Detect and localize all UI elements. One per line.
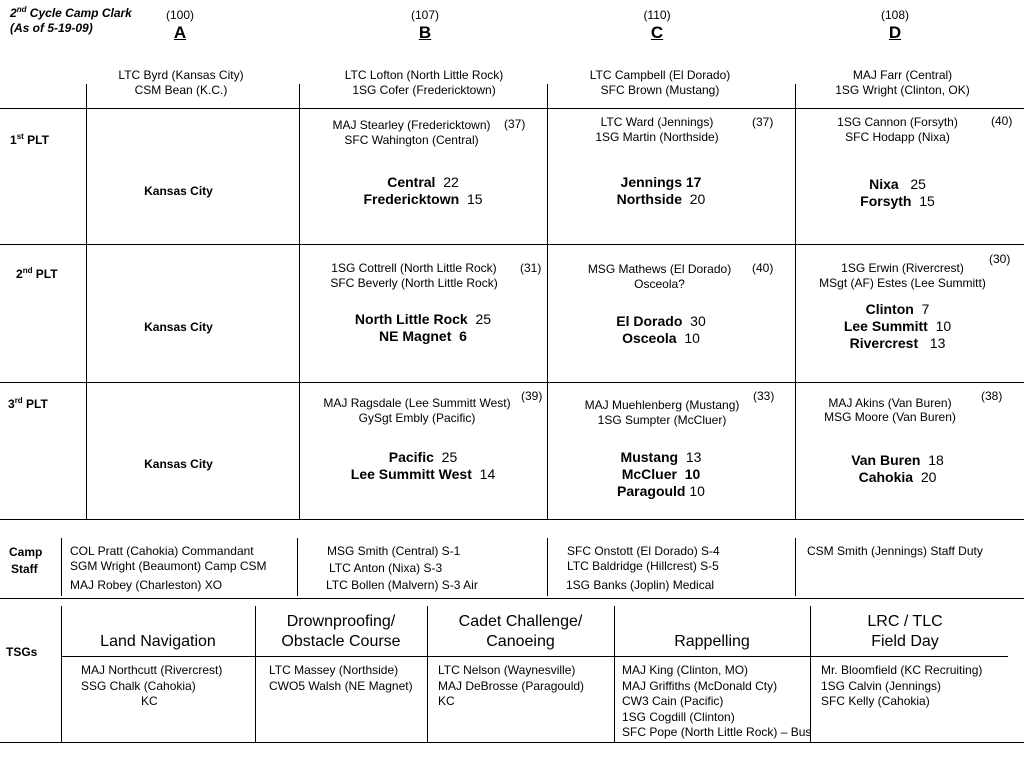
grid-line <box>61 538 62 596</box>
grid-line <box>0 742 1024 743</box>
camp-staff-label-2: Staff <box>11 562 38 576</box>
tsg-member: CW3 Cain (Pacific) <box>622 694 724 708</box>
platoon-1-b-school-2: Fredericktown 15 <box>363 191 483 207</box>
platoon-1-c-leader-2: 1SG Martin (Northside) <box>595 130 719 144</box>
platoon-3-b-school-1: Pacific 25 <box>388 449 458 465</box>
platoon-3-c-leader-2: 1SG Sumpter (McCluer) <box>597 413 727 427</box>
company-a-count: (100) <box>165 8 194 22</box>
tsg-member: SFC Pope (North Little Rock) – Bus <box>622 725 812 739</box>
company-c-letter: C <box>650 23 664 42</box>
platoon-3-label: 3rd PLT <box>8 396 48 411</box>
tsg-title: Rappelling <box>674 633 750 650</box>
tsgs-label: TSGs <box>6 645 38 659</box>
camp-staff-member: SGM Wright (Beaumont) Camp CSM <box>70 559 267 573</box>
tsg-member: 1SG Calvin (Jennings) <box>821 679 942 693</box>
company-b-leader-1: LTC Lofton (North Little Rock) <box>344 68 504 82</box>
platoon-1-d-leader-1: 1SG Cannon (Forsyth) <box>837 115 958 129</box>
platoon-2-d-leader-1: 1SG Erwin (Rivercrest) <box>841 261 964 275</box>
camp-staff-member: MSG Smith (Central) S-1 <box>327 544 461 558</box>
platoon-2-b-school-1: North Little Rock 25 <box>354 311 492 327</box>
company-d-count: (108) <box>880 8 909 22</box>
grid-line <box>86 84 87 520</box>
platoon-1-b-school-1: Central 22 <box>387 174 459 190</box>
tsg-title: Field Day <box>871 633 939 650</box>
platoon-1-a-school: Kansas City <box>144 184 213 198</box>
tsg-member: Mr. Bloomfield (KC Recruiting) <box>821 663 983 677</box>
platoon-2-b-leader-1: 1SG Cottrell (North Little Rock) <box>331 261 497 275</box>
grid-line <box>61 606 62 742</box>
platoon-3-d-leader-2: MSG Moore (Van Buren) <box>824 410 956 424</box>
grid-line <box>547 538 548 596</box>
platoon-1-c-count: (37) <box>752 115 774 129</box>
grid-line <box>0 598 1024 599</box>
tsg-member: 1SG Cogdill (Clinton) <box>622 710 735 724</box>
company-c-leader-1: LTC Campbell (El Dorado) <box>589 68 731 82</box>
platoon-3-c-leader-1: MAJ Muehlenberg (Mustang) <box>584 398 740 412</box>
camp-staff-member: LTC Bollen (Malvern) S-3 Air <box>326 578 478 592</box>
grid-line <box>0 244 1024 245</box>
tsg-member: KC <box>141 694 158 708</box>
company-a-leader-1: LTC Byrd (Kansas City) <box>118 68 244 82</box>
company-b-count: (107) <box>410 8 439 22</box>
grid-line <box>0 108 1024 109</box>
camp-staff-member: 1SG Banks (Joplin) Medical <box>566 578 715 592</box>
camp-staff-member: LTC Baldridge (Hillcrest) S-5 <box>567 559 719 573</box>
camp-staff-member: CSM Smith (Jennings) Staff Duty <box>807 544 983 558</box>
tsg-member: MAJ Griffiths (McDonald Cty) <box>622 679 778 693</box>
company-c-leader-2: SFC Brown (Mustang) <box>600 83 720 97</box>
platoon-3-b-school-2: Lee Summitt West 14 <box>350 466 496 482</box>
tsg-member: SSG Chalk (Cahokia) <box>81 679 196 693</box>
grid-line <box>614 606 615 742</box>
platoon-3-d-school-1: Van Buren 18 <box>851 452 944 468</box>
platoon-3-d-school-2: Cahokia 20 <box>858 469 937 485</box>
platoon-1-c-leader-1: LTC Ward (Jennings) <box>600 115 714 129</box>
platoon-1-b-leader-1: MAJ Stearley (Fredericktown) <box>332 118 491 132</box>
platoon-2-c-leader-1: MSG Mathews (El Dorado) <box>587 262 732 276</box>
platoon-2-d-count: (30) <box>989 252 1011 266</box>
platoon-3-d-count: (38) <box>981 389 1003 403</box>
grid-line <box>0 382 1024 383</box>
platoon-2-c-leader-2: Osceola? <box>634 277 685 291</box>
platoon-1-label: 1st PLT <box>10 132 49 147</box>
platoon-1-d-school-2: Forsyth 15 <box>860 193 935 209</box>
tsg-member: CWO5 Walsh (NE Magnet) <box>269 679 413 693</box>
platoon-2-c-school-1: El Dorado 30 <box>616 313 706 329</box>
tsg-member: LTC Massey (Northside) <box>269 663 399 677</box>
platoon-3-b-leader-2: GySgt Embly (Pacific) <box>358 411 476 425</box>
platoon-3-d-leader-1: MAJ Akins (Van Buren) <box>828 396 952 410</box>
platoon-1-b-count: (37) <box>504 117 526 131</box>
company-d-leader-1: MAJ Farr (Central) <box>852 68 953 82</box>
tsg-title: Land Navigation <box>100 633 216 650</box>
camp-staff-member: MAJ Robey (Charleston) XO <box>70 578 223 592</box>
platoon-1-c-school-2: Northside 20 <box>616 191 706 207</box>
company-d-leader-2: 1SG Wright (Clinton, OK) <box>835 83 970 97</box>
company-d-letter: D <box>888 23 902 42</box>
platoon-2-b-leader-2: SFC Beverly (North Little Rock) <box>330 276 498 290</box>
platoon-3-b-leader-1: MAJ Ragsdale (Lee Summitt West) <box>323 396 511 410</box>
tsg-title: Canoeing <box>486 633 555 650</box>
platoon-2-b-school-2: NE Magnet 6 <box>379 328 467 344</box>
company-a-leader-2: CSM Bean (K.C.) <box>134 83 228 97</box>
platoon-2-d-leader-2: MSgt (AF) Estes (Lee Summitt) <box>819 276 986 290</box>
page-title: 2nd Cycle Camp Clark <box>10 5 132 20</box>
camp-staff-member: COL Pratt (Cahokia) Commandant <box>70 544 254 558</box>
grid-line <box>795 538 796 596</box>
platoon-1-b-leader-2: SFC Wahington (Central) <box>344 133 479 147</box>
tsg-member: MAJ King (Clinton, MO) <box>622 663 749 677</box>
camp-staff-member: LTC Anton (Nixa) S-3 <box>329 561 443 575</box>
company-c-count: (110) <box>643 8 671 22</box>
company-a-letter: A <box>173 23 187 42</box>
platoon-2-label: 2nd PLT <box>16 266 58 281</box>
platoon-3-c-school-3: Paragould 10 <box>617 483 705 499</box>
platoon-2-d-school-3: Rivercrest 13 <box>849 335 946 351</box>
platoon-3-a-school: Kansas City <box>144 457 213 471</box>
camp-staff-label: Camp <box>9 545 43 559</box>
platoon-2-b-count: (31) <box>520 261 542 275</box>
tsg-member: MAJ DeBrosse (Paragould) <box>438 679 585 693</box>
company-b-leader-2: 1SG Cofer (Fredericktown) <box>352 83 496 97</box>
platoon-3-c-count: (33) <box>753 389 775 403</box>
grid-line <box>297 538 298 596</box>
platoon-1-d-count: (40) <box>991 114 1013 128</box>
platoon-1-c-school-1: Jennings 17 <box>620 174 702 190</box>
company-b-letter: B <box>418 23 432 42</box>
tsg-title: Obstacle Course <box>281 633 401 650</box>
platoon-3-b-count: (39) <box>521 389 543 403</box>
tsg-member: LTC Nelson (Waynesville) <box>438 663 576 677</box>
platoon-2-a-school: Kansas City <box>144 320 213 334</box>
tsg-title: LRC / TLC <box>867 613 943 630</box>
platoon-3-c-school-1: Mustang 13 <box>620 449 702 465</box>
tsg-member: KC <box>438 694 455 708</box>
platoon-1-d-school-1: Nixa 25 <box>869 176 926 192</box>
tsg-title: Cadet Challenge/ <box>458 613 583 630</box>
platoon-2-c-count: (40) <box>752 261 774 275</box>
tsg-member: MAJ Northcutt (Rivercrest) <box>81 663 223 677</box>
page-subtitle: (As of 5-19-09) <box>10 21 93 35</box>
platoon-1-d-leader-2: SFC Hodapp (Nixa) <box>845 130 950 144</box>
platoon-3-c-school-2: McCluer 10 <box>621 466 701 482</box>
platoon-2-d-school-2: Lee Summitt 10 <box>843 318 952 334</box>
grid-line <box>0 519 1024 520</box>
grid-line <box>61 656 1008 657</box>
camp-staff-member: SFC Onstott (El Dorado) S-4 <box>567 544 720 558</box>
tsg-title: Drownproofing/ <box>286 613 396 630</box>
platoon-2-d-school-1: Clinton 7 <box>865 301 930 317</box>
tsg-member: SFC Kelly (Cahokia) <box>821 694 930 708</box>
platoon-2-c-school-2: Osceola 10 <box>622 330 700 346</box>
